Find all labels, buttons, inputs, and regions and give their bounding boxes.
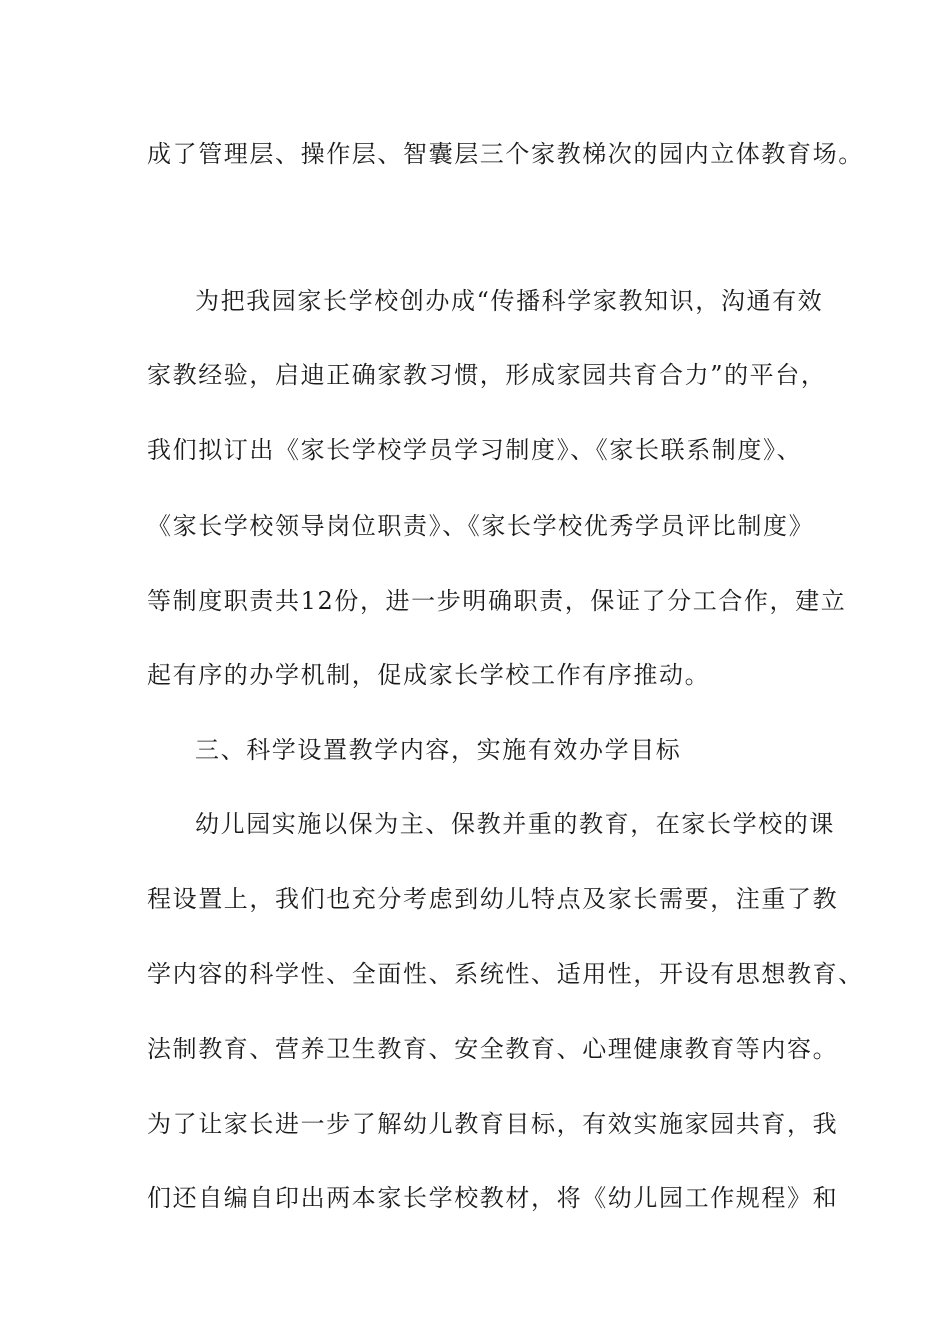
text-line: 法制教育、营养卫生教育、安全教育、心理健康教育等内容。 — [147, 1035, 839, 1063]
text-line: 为了让家长进一步了解幼儿教育目标，有效实施家园共育，我 — [147, 1110, 839, 1138]
paragraph-first-line: 幼儿园实施以保为主、保教并重的教育，在家长学校的课 — [195, 810, 835, 838]
paragraph-first-line: 为把我园家长学校创办成“传播科学家教知识，沟通有效 — [195, 287, 824, 315]
text-line: 程设置上，我们也充分考虑到幼儿特点及家长需要，注重了教 — [147, 885, 839, 913]
text-line: 学内容的科学性、全面性、系统性、适用性，开设有思想教育、 — [147, 960, 864, 988]
section-heading: 三、科学设置教学内容，实施有效办学目标 — [195, 736, 682, 764]
text-line: 们还自编自印出两本家长学校教材，将《幼儿园工作规程》和 — [147, 1184, 839, 1212]
text-line: 家教经验，启迪正确家教习惯，形成家园共育合力”的平台， — [147, 361, 827, 389]
text-line: 起有序的办学机制，促成家长学校工作有序推动。 — [147, 661, 711, 689]
text-line: 《家长学校领导岗位职责》、《家长学校优秀学员评比制度》 — [147, 512, 815, 540]
text-line: 等制度职责共12份，进一步明确职责，保证了分工合作，建立 — [147, 587, 847, 615]
text-line: 成了管理层、操作层、智囊层三个家教梯次的园内立体教育场。 — [147, 140, 864, 168]
text-line: 我们拟订出《家长学校学员学习制度》、《家长联系制度》、 — [147, 436, 803, 464]
